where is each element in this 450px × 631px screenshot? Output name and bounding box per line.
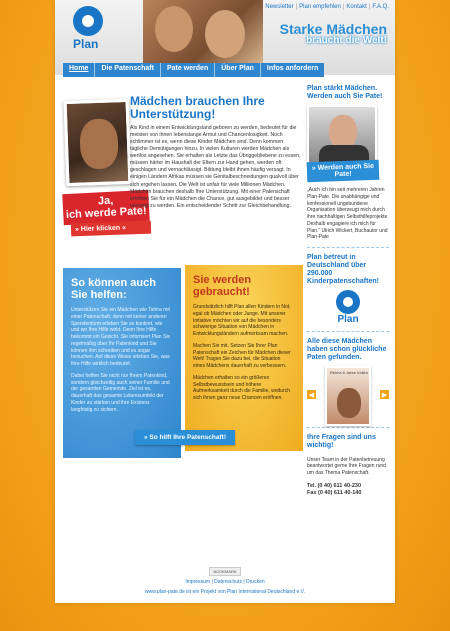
plan-logo-small-icon bbox=[336, 290, 360, 314]
become-sponsor-button[interactable]: » Werden auch Sie Pate! bbox=[307, 160, 380, 183]
header-photo bbox=[143, 0, 263, 66]
logo-text: Plan bbox=[73, 37, 99, 51]
needed-title: Sie werden gebraucht! bbox=[193, 274, 252, 298]
right-heading-4: Ihre Fragen sind uns wichtig! bbox=[307, 434, 376, 450]
help-p2: Dabei helfen Sie nicht nur Ihrem Patenkind, sondern gleichzeitig auch seiner Familie und der gesamten Gemeinde. Ziel ist es, dauerhaft das gesamte Lebensumfeld der Kinder zu stärken und ihre Existenz langfristig zu sichern. bbox=[71, 372, 170, 413]
right-column bbox=[307, 85, 389, 498]
footer-links[interactable]: Impressum | Datenschutz | Drucken bbox=[185, 579, 265, 585]
main-title: Mädchen brauchen Ihre Unterstützung! bbox=[130, 94, 265, 122]
help-p1: Unterstützen Sie ein Mädchen wie Tahira mit einer Patenschaft, denn mit keiner anderen Spendenform erleben Sie so konkret, wie und wo Ihre Hilfe wirkt. Denn Ihre Hilfe bekommt ein Gesicht. Sie informiert Plan Sie regelmäßig über Ihr Patenkind und Sie können ihm schreiben und es sogar besuchen. Auf diese Weise erleben Sie, was Ihre Hilfe wirklich bedeutet. bbox=[71, 307, 171, 368]
needed-p1: Grundsätzlich hilft Plan allen Kindern in Not, egal ob Mädchen oder Junge. Mit unserer Initiative möchten wir auf die besonders schwierige Situation von Mädchen in Entwicklungsländern aufmerksam machen. bbox=[193, 304, 291, 338]
wickert-quote: „Auch ich bin seit mehreren Jahren Plan-Pate. Die unabhängige und konfessionell ungebundene Organisation überzeugt mich durch ihre nachhaltigen Selbsthilfeprojekte. Deshalb engagiere ich mich für Plan.“ Ulrich Wickert, Buchautor und Plan-Pate bbox=[307, 187, 389, 241]
arrow-right-icon[interactable]: ▶ bbox=[381, 391, 388, 399]
contact-info bbox=[307, 483, 389, 498]
needed-box bbox=[185, 265, 303, 451]
right-heading-3: Alle diese Mädchen haben schon glückliche Paten gefunden. bbox=[307, 338, 387, 362]
plan-logo-small bbox=[307, 290, 389, 325]
right-heading-2: Plan betreut in Deutschland über 290.000 Kinderpatenschaften! bbox=[307, 254, 379, 286]
cta-click-here[interactable]: » Hier klicken « bbox=[71, 221, 151, 237]
wickert-photo bbox=[307, 105, 377, 165]
arrow-left-icon[interactable]: ◀ bbox=[308, 391, 315, 399]
needed-p2: Machen Sie mit. Setzen Sie Ihrer Plan Patenschaft ein Zeichen für Mädchen dieser Welt! Tragen Sie dazu bei, die Situation eines Mädchens dauerhaft zu verbessern. bbox=[193, 342, 291, 370]
divider bbox=[307, 247, 389, 248]
plan-logo-icon bbox=[73, 6, 103, 36]
main-body: Als Kind in einem Entwicklungsland geboren zu werden, bedeutet für die meisten von ihnen lebenslange Armut und Chancenlosigkeit. Noch schlimmer ist es, wenn diese Kinder Mädchen sind. Denn kommen tägliche Demütigungen hinzu. In vielen Kulturen werden Mädchen als wertlos angesehen. Sie erhalten als Letzte das Übriggebliebene zu essen, müssen härter im Haushalt der Eltern zur Hand gehen, werden oft geschlagen und vernachlässigt. Bildung bleibt ihnen häufig versagt. In einigen Ländern Afrikas müssen sie Genitalbeschneidungen qualvoll über sich ergehen lassen. Die Welt ist unfair für viele Millionen Mädchen. Mädchen brauchen deshalb Ihre Unterstützung. Mit einer Patenschaft erhöhen Sie für ein Mädchen die Chance, gut ausgebildet und besser versorgt zu werden. Ein entscheidender Schritt zur Gleichbehandlung. bbox=[130, 125, 301, 209]
nav-infos[interactable]: Infos anfordern bbox=[266, 65, 319, 72]
plan-logo-small-text: Plan bbox=[337, 314, 359, 326]
girl-photo bbox=[64, 99, 132, 186]
slogan bbox=[280, 22, 387, 46]
main-content bbox=[130, 95, 302, 210]
sponsorship-help-button[interactable]: » So hilft Ihre Patenschaft! bbox=[135, 430, 235, 445]
toplink-recommend[interactable]: Plan empfehlen bbox=[299, 4, 341, 10]
plan-logo[interactable] bbox=[69, 6, 109, 51]
nav-home[interactable]: Home bbox=[63, 63, 95, 77]
toplink-faq[interactable]: F.A.Q. bbox=[372, 4, 389, 10]
child-photo bbox=[325, 366, 371, 426]
contact-fax: Fax (0 40) 611 40-140 bbox=[307, 490, 362, 497]
cta-line1: Ja, bbox=[97, 194, 114, 208]
needed-p3: Mädchen erhalten so ein größeres Selbstbewusstsein und höhere Aufmerksamkeit durch die Familie, wodurch sich ihnen ganz neue Chancen eröffnen. bbox=[193, 374, 290, 402]
slogan-line1: Starke Mädchen bbox=[279, 21, 387, 37]
nav-patenschaft[interactable]: Die Patenschaft bbox=[95, 63, 161, 77]
footer bbox=[55, 560, 395, 595]
nav-ueber-plan[interactable]: Über Plan bbox=[215, 63, 261, 77]
child-caption: Rekha 6 Jahre Indien bbox=[329, 370, 369, 376]
slogan-line2: braucht die Welt! bbox=[306, 35, 387, 46]
main-nav bbox=[63, 63, 324, 77]
nav-pate-werden[interactable]: Pate werden bbox=[161, 63, 215, 77]
footer-note: www.plan-pate.de ist ein Projekt von Plan International Deutschland e.V. bbox=[145, 589, 305, 595]
right-heading-1: Plan stärkt Mädchen. Werden auch Sie Pate! bbox=[307, 85, 383, 101]
toplink-contact[interactable]: Kontakt bbox=[346, 4, 367, 10]
contact-text: Unser Team in der Patenbetreuung beantwortet gerne Ihre Fragen rund um das Thema Patenschaft. bbox=[307, 456, 386, 477]
bookmark-button[interactable]: BOOKMARK bbox=[209, 567, 240, 576]
contact-tel: Tel. (0 40) 611 40-230 bbox=[307, 482, 362, 489]
cta-line2: ich werde Pate! bbox=[65, 204, 147, 221]
toplink-newsletter[interactable]: Newsletter bbox=[265, 4, 294, 10]
help-title: So können auch Sie helfen: bbox=[71, 277, 156, 301]
page bbox=[55, 0, 395, 603]
top-links: Newsletter | Plan empfehlen | Kontakt | F.A.Q. bbox=[265, 4, 389, 10]
